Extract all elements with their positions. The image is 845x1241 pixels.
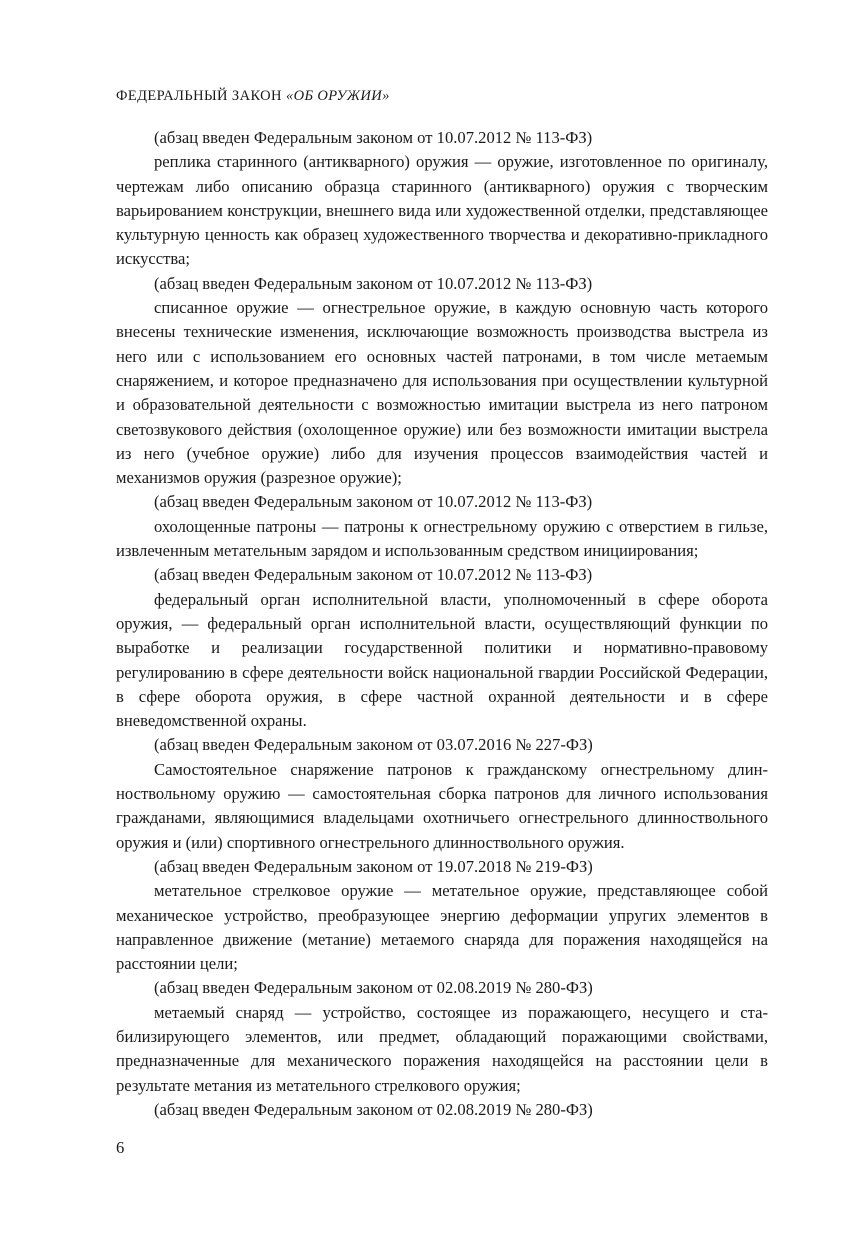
paragraph-federal-authority-definition: федеральный орган исполнительной власти, уполномоченный в сфере оборота оружия, — федеральный орган исполнительной власти, осуществляющий функции по выработке и реализации государственной политики и нормативно-правовому регулированию в сфере деятельности войск национальной гвардии Российской Федерации, в сфере оборота оружия, в сфере частной охранной деятельности и в сфере вневедомственной охраны. [116, 589, 768, 731]
paragraph-blank-cartridges-definition: охолощенные патроны — патроны к огнестрельному оружию с отверстием в гильзе, извлеченным метательным зарядом и использованным средством инициирования; [116, 516, 768, 561]
page-number: 6 [116, 1138, 125, 1157]
paragraph-throwing-weapon-definition: метательное стрелковое оружие — метательное оружие, представляющее собой механическое устройство, преобразующее энергию деформации упругих элементов в направленное движение (метание) метаемого снаряда для поражения находящейся на расстоянии цели; [116, 881, 768, 974]
paragraph-cartridge-reloading-definition: Самостоятельное снаряжение патронов к гражданскому огнестрельному длинноствольному оружию — самостоятельная сборка патронов для личного использования гражданами, являющимися владельцами охотничьего огнестрельного длинноствольного оружия и (или) спортивного огнестрельного длинноствольного оружия. [116, 759, 768, 852]
running-header-prefix: ФЕДЕРАЛЬНЫЙ ЗАКОН [116, 88, 286, 104]
paragraph-amendment-note: (абзац введен Федеральным законом от 10.07.2012 № 113-ФЗ) [154, 492, 593, 512]
paragraph-amendment-note: (абзац введен Федеральным законом от 02.08.2019 № 280-ФЗ) [154, 1099, 593, 1119]
paragraph-amendment-note: (абзац введен Федеральным законом от 10.07.2012 № 113-ФЗ) [154, 565, 593, 585]
paragraph-decommissioned-weapon-definition: списанное оружие — огнестрельное оружие, в каждую основную часть которого внесены технические изменения, исключающие возможность производства выстрела из него или с использованием его основных частей патронами, в том числе метаемым снаряжением, и которое предназначено для использования при осуществлении культурной и образовательной деятельности с возможностью имитации выстрела из него патроном светозвукового действия (охолощенное оружие) или без возможности имитации выстрела из него (учебное оружие) либо для изучения процессов взаимодействия частей и механизмов оружия (разрезное оружие); [116, 298, 768, 488]
paragraph-replica-weapon-definition: реплика старинного (антикварного) оружия — оружие, изготовленное по оригиналу, чертежам либо описанию образца старинного (антикварного) оружия с творческим варьированием конструкции, внешнего вида или художественной отделки, представляющее культурную ценность как образец художественного творчества и декоративно-прикладного искусства; [116, 152, 768, 269]
paragraph-amendment-note: (абзац введен Федеральным законом от 10.07.2012 № 113-ФЗ) [154, 128, 593, 147]
paragraph-projectile-definition: метаемый снаряд — устройство, состоящее из поражающего, несущего и стабилизирующего элементов, или предмет, обладающий поражающими свойствами, предназначенные для механического поражения находящейся на расстоянии цели в результате метания из метательного стрелкового оружия; [116, 1002, 768, 1095]
paragraph-amendment-note: (абзац введен Федеральным законом от 19.07.2018 № 219-ФЗ) [154, 856, 593, 876]
paragraph-amendment-note: (абзац введен Федеральным законом от 10.07.2012 № 113-ФЗ) [154, 273, 593, 293]
paragraph-amendment-note: (абзац введен Федеральным законом от 03.07.2016 № 227-ФЗ) [154, 735, 593, 755]
body-text [116, 126, 768, 1122]
running-header-title: «ОБ ОРУЖИИ» [285, 88, 390, 104]
running-header [116, 88, 390, 105]
paragraph-amendment-note: (абзац введен Федеральным законом от 02.08.2019 № 280-ФЗ) [154, 978, 593, 998]
